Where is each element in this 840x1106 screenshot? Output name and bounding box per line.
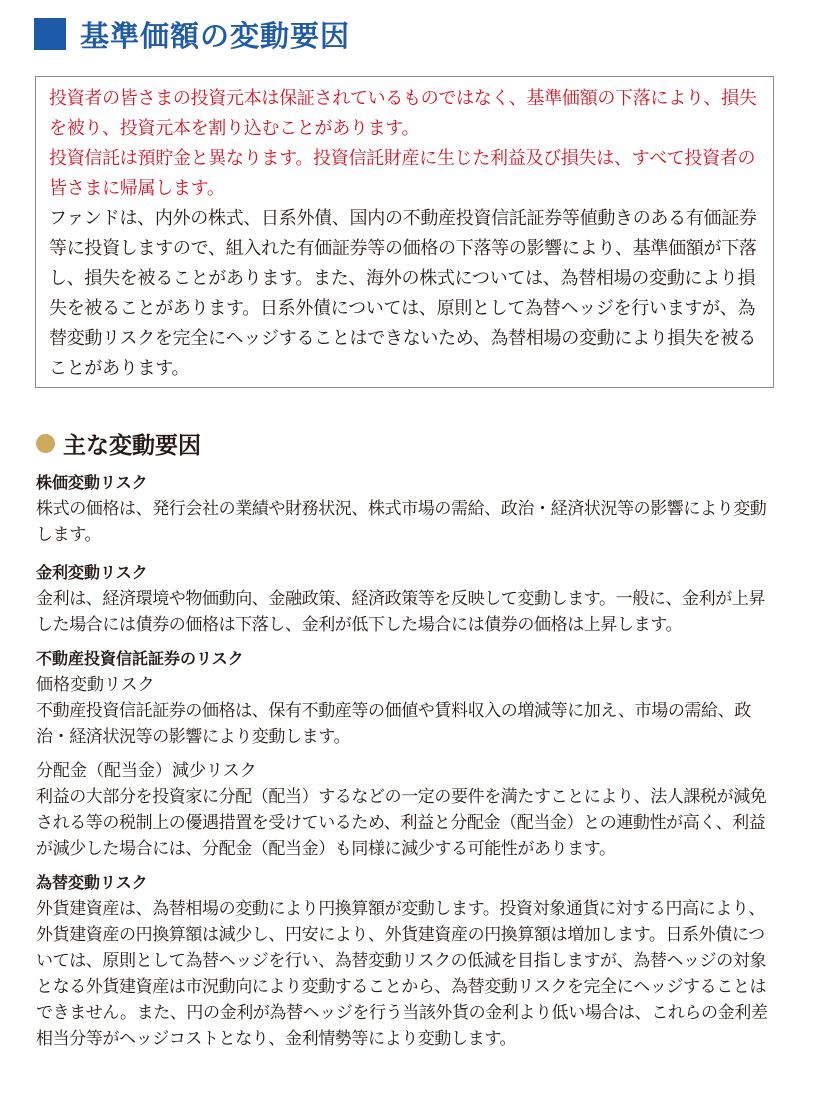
risk-body: 不動産投資信託証券の価格は、保有不動産等の価値や賃料収入の増減等に加え、市場の需給、政治・経済状況等の影響により変動します。	[36, 701, 751, 747]
notice-deposit-warning: 投資信託は預貯金と異なります。投資信託財産に生じた利益及び損失は、すべて投資者の皆さまに帰属します。	[49, 148, 756, 199]
risk-heading: 為替変動リスク	[36, 873, 148, 892]
risk-notice-box	[35, 76, 774, 388]
notice-principal-warning: 投資者の皆さまの投資元本は保証されているものではなく、基準価額の下落により、損失を被り、投資元本を割り込むことがあります。	[49, 88, 757, 139]
section-title: 主な変動要因	[63, 432, 201, 459]
risk-item-reit	[36, 646, 781, 862]
risk-subheading: 分配金（配当金）減少リスク	[36, 761, 257, 781]
risk-heading: 不動産投資信託証券のリスク	[36, 649, 244, 668]
section-heading	[36, 425, 201, 461]
risk-list	[36, 470, 781, 1052]
page-header	[34, 12, 350, 56]
risk-item-interest	[36, 560, 781, 638]
risk-subheading: 価格変動リスク	[36, 675, 155, 695]
risk-body: 株式の価格は、発行会社の業績や財務状況、株式市場の需給、政治・経済状況等の影響により変動します。	[36, 499, 767, 545]
risk-heading: 株価変動リスク	[36, 473, 148, 492]
risk-body: 利益の大部分を投資家に分配（配当）するなどの一定の要件を満たすことにより、法人課税が減免される等の税制上の優遇措置を受けているため、利益と分配金（配当金）との連動性が高く、利益が減少した場合には、分配金（配当金）も同様に減少する可能性があります。	[36, 787, 767, 859]
title-square-marker	[34, 18, 66, 50]
bullet-dot-icon	[36, 434, 55, 453]
risk-item-stock	[36, 470, 781, 548]
risk-body: 金利は、経済環境や物価動向、金融政策、経済政策等を反映して変動します。一般に、金利が上昇した場合には債券の価格は下落し、金利が低下した場合には債券の価格は上昇します。	[36, 589, 766, 635]
page-title: 基準価額の変動要因	[80, 18, 351, 53]
risk-body: 外貨建資産は、為替相場の変動により円換算額が変動します。投資対象通貨に対する円高により、外貨建資産の円換算額は減少し、円安により、外貨建資産の円換算額は増加します。日系外債については、原則として為替ヘッジを行い、為替変動リスクの低減を目指しますが、為替ヘッジの対象となる外貨建資産は市況動向により変動することから、為替変動リスクを完全にヘッジすることはできません。また、円の金利が為替ヘッジを行う当該外貨の金利より低い場合は、これらの金利差相当分等がヘッジコストとなり、金利情勢等により変動します。	[36, 899, 768, 1049]
risk-item-fx	[36, 870, 781, 1052]
notice-fund-description: ファンドは、内外の株式、日系外債、国内の不動産投資信託証券等値動きのある有価証券等に投資しますので、組入れた有価証券等の価格の下落等の影響により、基準価額が下落し、損失を被ることがあります。また、海外の株式については、為替相場の変動により損失を被ることがあります。日系外債については、原則として為替ヘッジを行いますが、為替変動リスクを完全にヘッジすることはできないため、為替相場の変動により損失を被ることがあります。	[49, 208, 757, 379]
risk-heading: 金利変動リスク	[36, 563, 148, 582]
